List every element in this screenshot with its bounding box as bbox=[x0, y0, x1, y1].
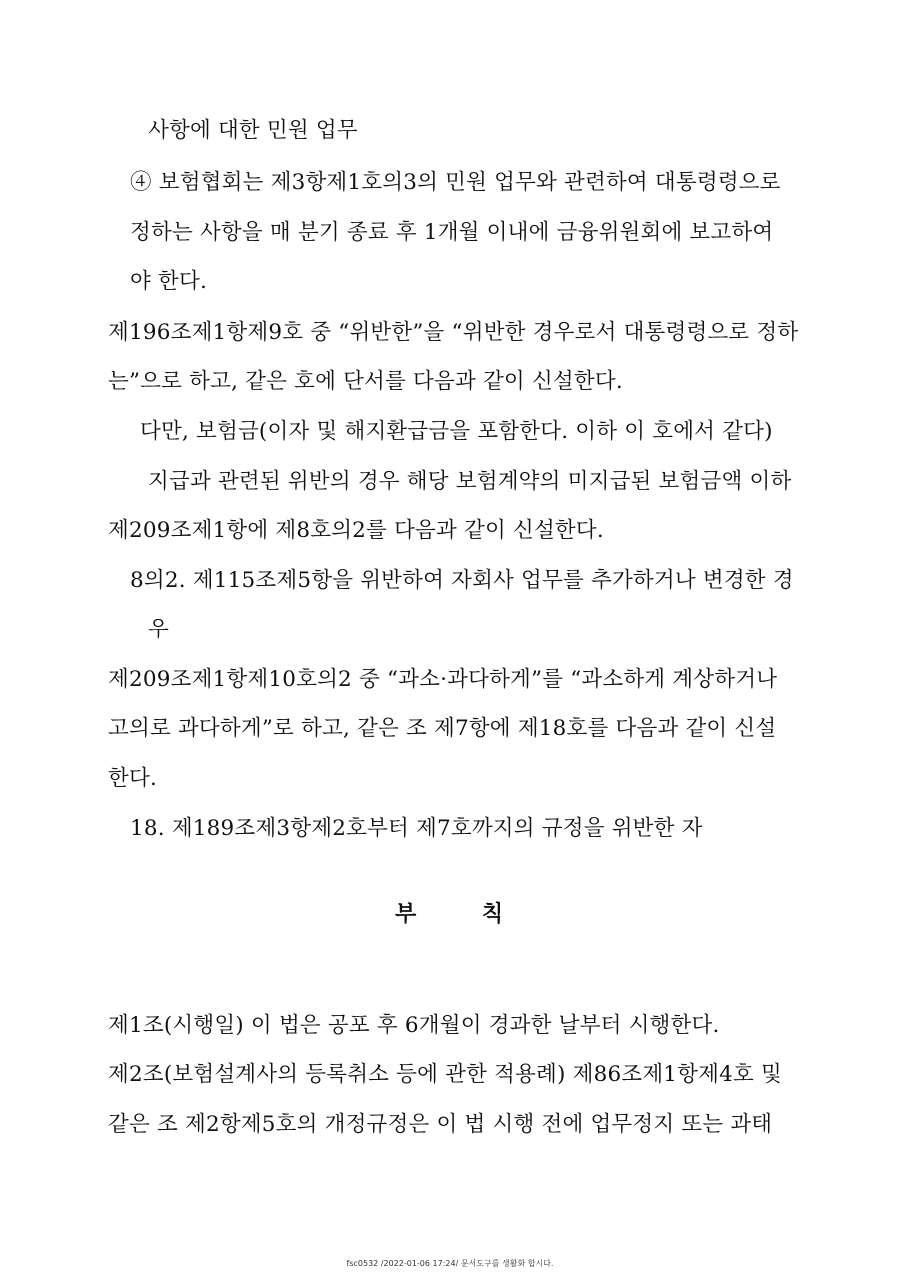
body-line-11: 우 bbox=[148, 617, 169, 642]
body-line-1: 사항에 대한 민원 업무 bbox=[148, 118, 358, 143]
page-footer: fsc0532 /2022-01-06 17:24/ 문서도구를 생활화 합시다. bbox=[346, 1259, 554, 1268]
body-line-3: 정하는 사항을 매 분기 종료 후 1개월 이내에 금융위원회에 보고하여 bbox=[130, 220, 774, 245]
body-line-9: 제209조제1항에 제8호의2를 다음과 같이 신설한다. bbox=[108, 518, 604, 543]
body-line-13: 고의로 과다하게”로 하고, 같은 조 제7항에 제18호를 다음과 같이 신설 bbox=[108, 716, 777, 741]
body-line-12: 제209조제1항제10호의2 중 “과소·과다하게”를 “과소하게 계상하거나 bbox=[108, 667, 778, 692]
body-line-6: 는”으로 하고, 같은 호에 단서를 다음과 같이 신설한다. bbox=[108, 369, 623, 394]
body-line-2: ④ 보험협회는 제3항제1호의3의 민원 업무와 관련하여 대통령령으로 bbox=[130, 170, 781, 195]
body-line-7: 다만, 보험금(이자 및 해지환급금을 포함한다. 이하 이 호에서 같다) bbox=[140, 419, 773, 444]
body-line-15: 18. 제189조제3항제2호부터 제7호까지의 규정을 위반한 자 bbox=[130, 816, 703, 841]
addenda-line-1: 제1조(시행일) 이 법은 공포 후 6개월이 경과한 날부터 시행한다. bbox=[108, 1013, 720, 1038]
addenda-line-2: 제2조(보험설계사의 등록취소 등에 관한 적용례) 제86조제1항제4호 및 bbox=[108, 1062, 782, 1087]
addenda-line-3: 같은 조 제2항제5호의 개정규정은 이 법 시행 전에 업무정지 또는 과태 bbox=[108, 1112, 773, 1137]
body-line-5: 제196조제1항제9호 중 “위반한”을 “위반한 경우로서 대통령령으로 정하 bbox=[108, 320, 799, 345]
body-line-10: 8의2. 제115조제5항을 위반하여 자회사 업무를 추가하거나 변경한 경 bbox=[130, 568, 794, 593]
body-line-8: 지급과 관련된 위반의 경우 해당 보험계약의 미지급된 보험금액 이하 bbox=[148, 469, 792, 494]
body-line-4: 야 한다. bbox=[130, 269, 207, 294]
body-line-14: 한다. bbox=[108, 766, 157, 791]
addenda-heading: 부 칙 bbox=[395, 901, 504, 927]
